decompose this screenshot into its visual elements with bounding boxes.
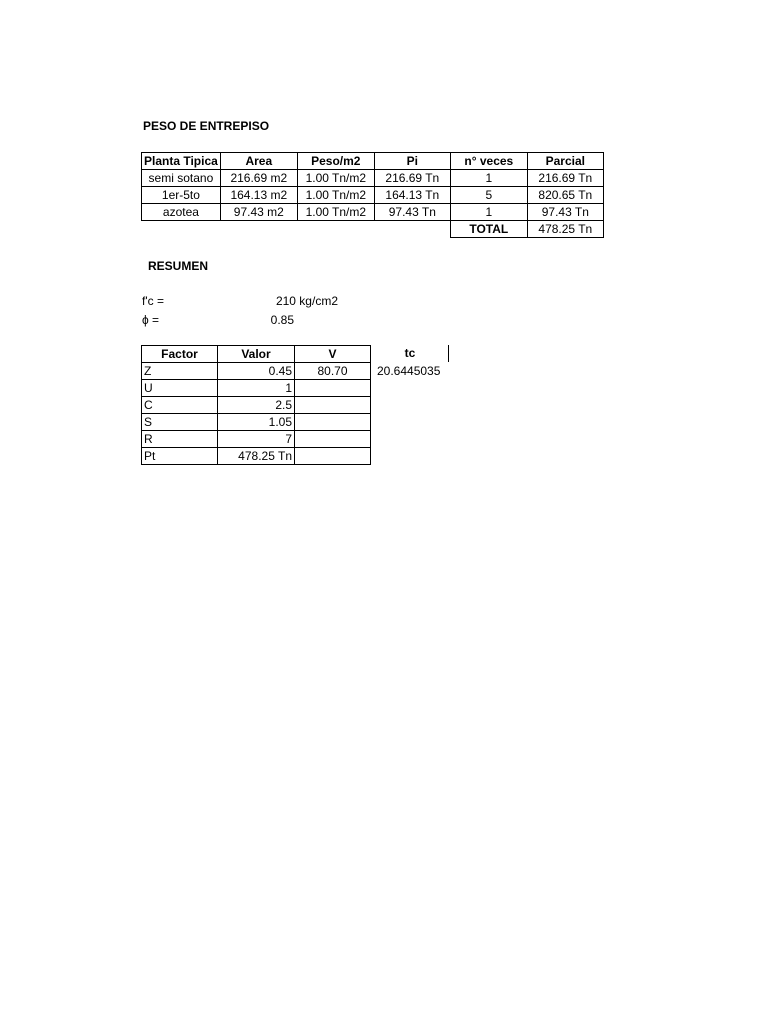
section-title: PESO DE ENTREPISO — [143, 119, 270, 133]
table-cell: 1 — [450, 170, 527, 187]
factor-name: U — [142, 380, 218, 397]
table-cell: 97.43 Tn — [527, 204, 603, 221]
table-cell: 1er-5to — [142, 187, 221, 204]
table-cell: 1 — [450, 204, 527, 221]
table-row — [142, 448, 371, 465]
table-cell: semi sotano — [142, 170, 221, 187]
table-cell: azotea — [142, 204, 221, 221]
table-cell: 820.65 Tn — [527, 187, 603, 204]
empty-cell — [295, 397, 371, 414]
fc-label: f'c = — [142, 294, 164, 308]
tc-header: tc — [372, 345, 449, 362]
factor-table — [141, 345, 371, 465]
factor-name: Pt — [142, 448, 218, 465]
table-cell: 97.43 m2 — [220, 204, 297, 221]
table-cell: 1.00 Tn/m2 — [297, 204, 374, 221]
table-header-row — [142, 153, 604, 170]
column-header: Factor — [142, 346, 218, 363]
column-header: Valor — [218, 346, 295, 363]
v-value: 80.70 — [295, 363, 371, 380]
table-row — [142, 363, 371, 380]
empty-cell — [142, 221, 221, 238]
table-row — [142, 170, 604, 187]
table-cell: 216.69 Tn — [527, 170, 603, 187]
table-cell: 216.69 Tn — [374, 170, 450, 187]
factor-value: 2.5 — [218, 397, 295, 414]
total-value: 478.25 Tn — [527, 221, 603, 238]
empty-cell — [295, 414, 371, 431]
factor-name: C — [142, 397, 218, 414]
factor-value: 1.05 — [218, 414, 295, 431]
factor-name: Z — [142, 363, 218, 380]
table-row — [142, 380, 371, 397]
factor-name: R — [142, 431, 218, 448]
factor-name: S — [142, 414, 218, 431]
factor-value: 478.25 Tn — [218, 448, 295, 465]
total-label: TOTAL — [450, 221, 527, 238]
phi-value: 0.85 — [270, 313, 294, 327]
total-row — [142, 221, 604, 238]
table-row — [142, 431, 371, 448]
tc-value: 20.6445035 — [377, 364, 441, 378]
table-header-row — [142, 346, 371, 363]
factor-value: 0.45 — [218, 363, 295, 380]
table-cell: 164.13 m2 — [220, 187, 297, 204]
empty-cell — [374, 221, 450, 238]
column-header: Peso/m2 — [297, 153, 374, 170]
column-header: Parcial — [527, 153, 603, 170]
empty-cell — [295, 448, 371, 465]
factor-value: 1 — [218, 380, 295, 397]
table-cell: 164.13 Tn — [374, 187, 450, 204]
table-cell: 216.69 m2 — [220, 170, 297, 187]
column-header: Area — [220, 153, 297, 170]
table-cell: 1.00 Tn/m2 — [297, 170, 374, 187]
column-header: n° veces — [450, 153, 527, 170]
factor-value: 7 — [218, 431, 295, 448]
fc-value: 210 kg/cm2 — [275, 294, 338, 308]
table-row — [142, 414, 371, 431]
empty-cell — [295, 431, 371, 448]
column-header: V — [295, 346, 371, 363]
empty-cell — [295, 380, 371, 397]
phi-label: ϕ = — [142, 313, 160, 327]
table-cell: 5 — [450, 187, 527, 204]
table-row — [142, 187, 604, 204]
column-header: Pi — [374, 153, 450, 170]
table-row — [142, 204, 604, 221]
empty-cell — [297, 221, 374, 238]
peso-entrepiso-table — [141, 152, 604, 238]
table-cell: 97.43 Tn — [374, 204, 450, 221]
column-header: Planta Tipica — [142, 153, 221, 170]
empty-cell — [220, 221, 297, 238]
table-cell: 1.00 Tn/m2 — [297, 187, 374, 204]
resumen-title: RESUMEN — [148, 259, 209, 273]
table-row — [142, 397, 371, 414]
